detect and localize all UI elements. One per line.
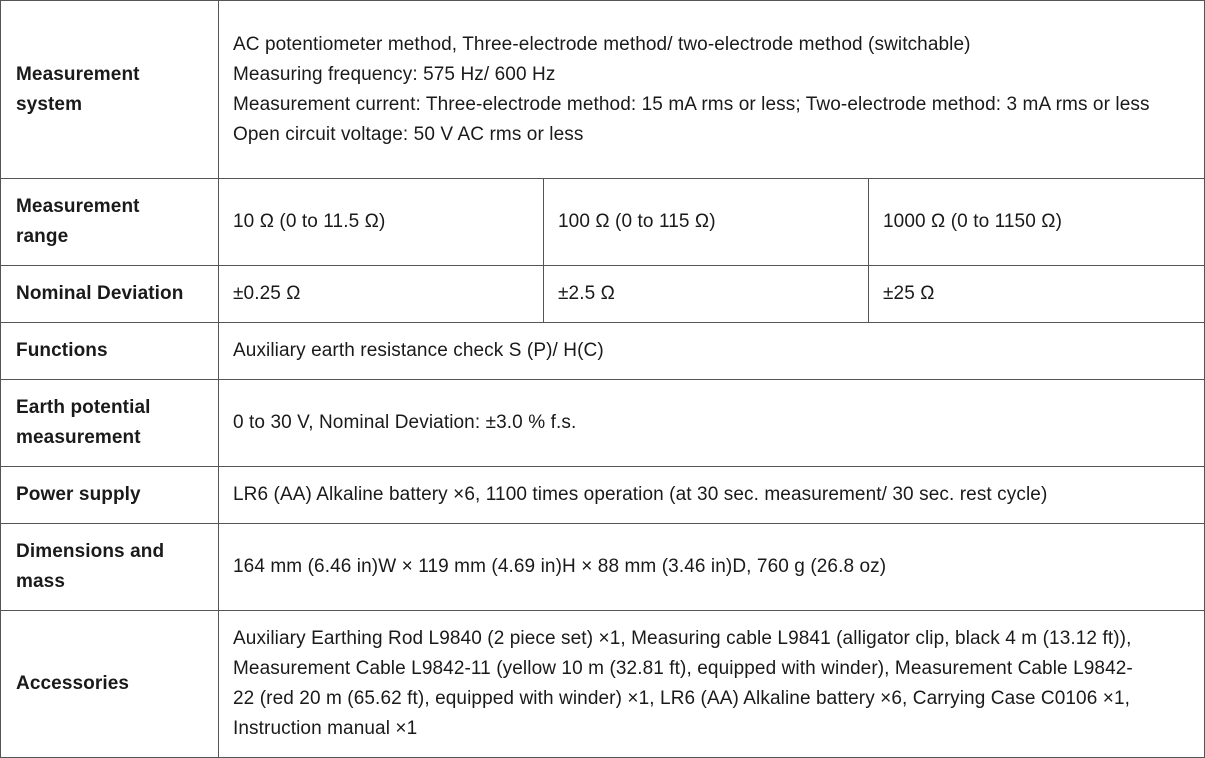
measuring-frequency-text: Measuring frequency: 575 Hz/ 600 Hz: [233, 63, 556, 85]
range-10-ohm: 10 Ω (0 to 11.5 Ω): [219, 179, 544, 266]
row-functions: [1, 323, 1205, 380]
value-dimensions: 164 mm (6.46 in)W × 119 mm (4.69 in)H × 88 mm (3.46 in)D, 760 g (26.8 oz): [219, 524, 1205, 611]
label-measurement-range: Measurement range: [1, 179, 219, 266]
row-power-supply: [1, 467, 1205, 524]
label-accessories: Accessories: [1, 611, 219, 758]
deviation-100-ohm: ±2.5 Ω: [544, 266, 869, 323]
row-dimensions: [1, 524, 1205, 611]
label-dimensions: Dimensions and mass: [1, 524, 219, 611]
value-measurement-system: [219, 1, 1205, 179]
row-nominal-deviation: [1, 266, 1205, 323]
range-1000-ohm: 1000 Ω (0 to 1150 Ω): [869, 179, 1205, 266]
open-circuit-voltage-text: Open circuit voltage: 50 V AC rms or less: [233, 123, 584, 145]
row-measurement-system: [1, 1, 1205, 179]
value-power-supply: LR6 (AA) Alkaline battery ×6, 1100 times operation (at 30 sec. measurement/ 30 sec. rest cycle): [219, 467, 1205, 524]
value-accessories: Auxiliary Earthing Rod L9840 (2 piece set) ×1, Measuring cable L9841 (alligator clip, black 4 m (13.12 ft)), Measurement Cable L9842-11 (yellow 10 m (32.81 ft), equipped with winder), Measurement Cable L9842-22 (red 20 m (65.62 ft), equipped with winder) ×1, LR6 (AA) Alkaline battery ×6, Carrying Case C0106 ×1, Instruction manual ×1: [219, 611, 1205, 758]
deviation-10-ohm: ±0.25 Ω: [219, 266, 544, 323]
range-100-ohm: 100 Ω (0 to 115 Ω): [544, 179, 869, 266]
deviation-1000-ohm: ±25 Ω: [869, 266, 1205, 323]
measurement-method-text: AC potentiometer method, Three-electrode method/ two-electrode method (switchable): [233, 33, 971, 55]
value-functions: Auxiliary earth resistance check S (P)/ H(C): [219, 323, 1205, 380]
value-earth-potential: 0 to 30 V, Nominal Deviation: ±3.0 % f.s.: [219, 380, 1205, 467]
measurement-current-text: Measurement current: Three-electrode method: 15 mA rms or less; Two-electrode method: 3 mA rms or less: [233, 93, 1150, 115]
label-power-supply: Power supply: [1, 467, 219, 524]
row-earth-potential: [1, 380, 1205, 467]
row-accessories: [1, 611, 1205, 758]
label-measurement-system: Measurement system: [1, 1, 219, 179]
label-nominal-deviation: Nominal Deviation: [1, 266, 219, 323]
label-earth-potential: Earth potential measurement: [1, 380, 219, 467]
row-measurement-range: [1, 179, 1205, 266]
label-functions: Functions: [1, 323, 219, 380]
